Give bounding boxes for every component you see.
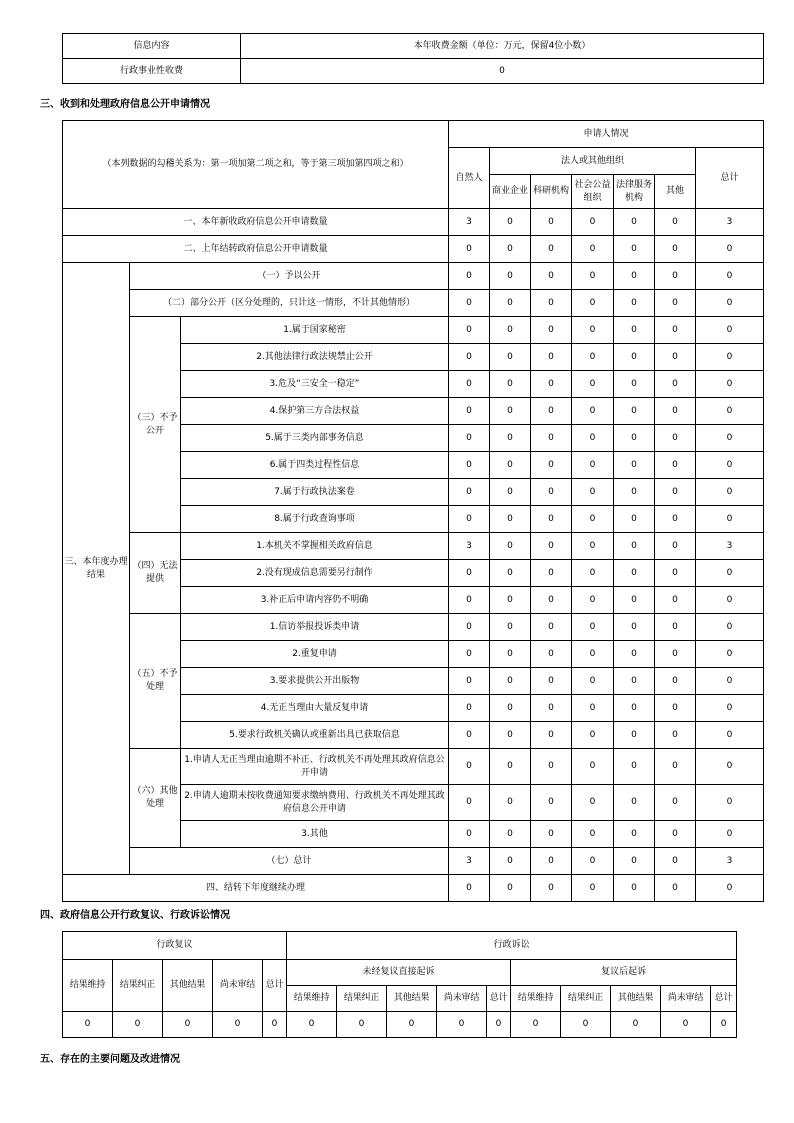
value-cell: 0 — [696, 875, 764, 902]
value-cell: 0 — [655, 317, 696, 344]
value-cell: 0 — [614, 425, 655, 452]
after-col: 尚未审结 — [661, 986, 711, 1012]
value-cell: 0 — [449, 398, 490, 425]
value-cell: 0 — [696, 641, 764, 668]
business-header: 商业企业 — [490, 175, 531, 209]
value-cell: 3 — [696, 209, 764, 236]
value-cell: 0 — [531, 425, 572, 452]
value-cell: 0 — [572, 587, 614, 614]
value-cell: 0 — [655, 785, 696, 821]
value-cell: 0 — [531, 317, 572, 344]
value-cell: 0 — [490, 560, 531, 587]
review-litigation-table — [62, 931, 737, 1038]
value-cell: 0 — [655, 263, 696, 290]
value-cell: 0 — [531, 668, 572, 695]
fee-row-label: 行政事业性收费 — [63, 59, 241, 84]
value-cell: 0 — [655, 425, 696, 452]
value-cell: 0 — [490, 317, 531, 344]
value-cell: 0 — [531, 479, 572, 506]
value-cell: 0 — [437, 1012, 487, 1038]
value-cell: 0 — [163, 1012, 213, 1038]
value-cell: 0 — [531, 722, 572, 749]
value-cell: 0 — [449, 560, 490, 587]
table-row — [63, 749, 764, 785]
value-cell: 0 — [572, 875, 614, 902]
value-cell: 0 — [531, 614, 572, 641]
value-cell: 0 — [572, 263, 614, 290]
value-cell: 0 — [572, 236, 614, 263]
value-cell: 0 — [490, 875, 531, 902]
value-cell: 0 — [614, 290, 655, 317]
value-cell: 0 — [531, 290, 572, 317]
row-label: 一、本年新收政府信息公开申请数量 — [63, 209, 449, 236]
direct-litigation-header: 未经复议直接起诉 — [287, 960, 511, 986]
value-cell: 0 — [655, 722, 696, 749]
value-cell: 3 — [696, 848, 764, 875]
value-cell: 0 — [490, 785, 531, 821]
row-label: （二）部分公开（区分处理的，只计这一情形，不计其他情形） — [130, 290, 449, 317]
after-review-header: 复议后起诉 — [511, 960, 737, 986]
value-cell: 0 — [614, 848, 655, 875]
value-cell: 0 — [449, 506, 490, 533]
row-label: 4.无正当理由大量反复申请 — [181, 695, 449, 722]
value-cell: 0 — [490, 722, 531, 749]
value-cell: 0 — [655, 668, 696, 695]
section3-title: 三、收到和处理政府信息公开申请情况 — [40, 99, 210, 110]
value-cell: 0 — [696, 668, 764, 695]
row-label: 2.申请人逾期未按收费通知要求缴纳费用、行政机关不再处理其政府信息公开申请 — [181, 785, 449, 821]
value-cell: 3 — [449, 533, 490, 560]
value-cell: 0 — [490, 452, 531, 479]
value-cell: 0 — [449, 317, 490, 344]
value-cell: 0 — [696, 614, 764, 641]
value-cell: 0 — [696, 290, 764, 317]
value-cell: 0 — [487, 1012, 511, 1038]
value-cell: 0 — [531, 848, 572, 875]
value-cell: 0 — [63, 1012, 113, 1038]
value-cell: 0 — [449, 641, 490, 668]
value-cell: 0 — [614, 614, 655, 641]
note-cell: （本列数据的勾稽关系为：第一项加第二项之和，等于第三项加第四项之和） — [63, 121, 449, 209]
value-cell: 0 — [490, 641, 531, 668]
after-col: 结果维持 — [511, 986, 561, 1012]
value-cell: 0 — [449, 875, 490, 902]
value-cell: 0 — [490, 506, 531, 533]
value-cell: 0 — [614, 209, 655, 236]
value-cell: 0 — [572, 479, 614, 506]
value-cell: 0 — [655, 695, 696, 722]
value-cell: 0 — [490, 587, 531, 614]
value-cell: 0 — [614, 533, 655, 560]
value-cell: 0 — [490, 209, 531, 236]
after-col: 结果纠正 — [561, 986, 611, 1012]
value-cell: 0 — [655, 479, 696, 506]
value-cell: 0 — [531, 875, 572, 902]
row-label: 2.重复申请 — [181, 641, 449, 668]
value-cell: 0 — [387, 1012, 437, 1038]
value-cell: 0 — [655, 587, 696, 614]
value-cell: 0 — [655, 533, 696, 560]
value-cell: 0 — [572, 614, 614, 641]
value-cell: 0 — [449, 479, 490, 506]
value-cell: 0 — [572, 722, 614, 749]
table-row — [63, 290, 764, 317]
value-cell: 0 — [655, 614, 696, 641]
review-col: 结果纠正 — [113, 960, 163, 1012]
value-cell: 0 — [696, 722, 764, 749]
value-cell: 0 — [655, 848, 696, 875]
value-cell: 0 — [531, 506, 572, 533]
value-cell: 0 — [696, 821, 764, 848]
value-cell: 0 — [696, 317, 764, 344]
value-cell: 0 — [490, 344, 531, 371]
row-label: （一）予以公开 — [130, 263, 449, 290]
group-no-disclose: （三）不予公开 — [130, 317, 181, 533]
value-cell: 0 — [614, 317, 655, 344]
value-cell: 3 — [449, 209, 490, 236]
table-row — [63, 848, 764, 875]
value-cell: 0 — [572, 848, 614, 875]
value-cell: 0 — [572, 506, 614, 533]
value-cell: 0 — [655, 506, 696, 533]
value-cell: 0 — [655, 398, 696, 425]
fee-row-value: 0 — [241, 59, 764, 84]
row-label: 4.保护第三方合法权益 — [181, 398, 449, 425]
value-cell: 0 — [614, 452, 655, 479]
value-cell: 0 — [531, 785, 572, 821]
value-cell: 0 — [572, 695, 614, 722]
section5-title: 五、存在的主要问题及改进情况 — [40, 1054, 180, 1065]
fee-header-info: 信息内容 — [63, 34, 241, 59]
table-row — [63, 317, 764, 344]
row-label: 二、上年结转政府信息公开申请数量 — [63, 236, 449, 263]
row-label: 5.要求行政机关确认或重新出具已获取信息 — [181, 722, 449, 749]
value-cell: 0 — [614, 263, 655, 290]
value-cell: 0 — [531, 641, 572, 668]
table-row — [63, 614, 764, 641]
group-cannot-provide: （四）无法提供 — [130, 533, 181, 614]
value-cell: 0 — [490, 425, 531, 452]
direct-col: 结果维持 — [287, 986, 337, 1012]
natural-person-header: 自然人 — [449, 148, 490, 209]
value-cell: 0 — [572, 452, 614, 479]
value-cell: 0 — [655, 236, 696, 263]
value-cell: 0 — [611, 1012, 661, 1038]
value-cell: 0 — [655, 371, 696, 398]
value-cell: 0 — [449, 452, 490, 479]
value-cell: 0 — [531, 398, 572, 425]
row-label: 5.属于三类内部事务信息 — [181, 425, 449, 452]
value-cell: 0 — [490, 263, 531, 290]
value-cell: 0 — [490, 821, 531, 848]
section4-title: 四、政府信息公开行政复议、行政诉讼情况 — [40, 910, 230, 921]
value-cell: 0 — [449, 587, 490, 614]
value-cell: 0 — [614, 344, 655, 371]
value-cell: 0 — [614, 236, 655, 263]
value-cell: 0 — [449, 722, 490, 749]
value-cell: 3 — [449, 848, 490, 875]
value-cell: 0 — [614, 371, 655, 398]
row-label: 1.本机关不掌握相关政府信息 — [181, 533, 449, 560]
value-cell: 0 — [531, 587, 572, 614]
row-label: 3.危及“三安全一稳定” — [181, 371, 449, 398]
value-cell: 0 — [696, 506, 764, 533]
value-cell: 0 — [614, 506, 655, 533]
value-cell: 0 — [531, 209, 572, 236]
review-col: 总计 — [263, 960, 287, 1012]
value-cell: 0 — [572, 398, 614, 425]
results-group-label: 三、本年度办理结果 — [63, 263, 130, 875]
value-cell: 0 — [614, 695, 655, 722]
value-cell: 0 — [614, 821, 655, 848]
table-row — [63, 263, 764, 290]
value-cell: 0 — [696, 587, 764, 614]
value-cell: 0 — [572, 290, 614, 317]
value-cell: 0 — [449, 749, 490, 785]
application-table — [62, 120, 764, 902]
value-cell: 0 — [531, 695, 572, 722]
direct-col: 总计 — [487, 986, 511, 1012]
fee-header-amount: 本年收费金额（单位：万元，保留4位小数） — [241, 34, 764, 59]
value-cell: 0 — [696, 371, 764, 398]
value-cell: 0 — [490, 398, 531, 425]
value-cell: 0 — [655, 821, 696, 848]
row-label: 3.补正后申请内容仍不明确 — [181, 587, 449, 614]
value-cell: 0 — [449, 425, 490, 452]
value-cell: 0 — [490, 848, 531, 875]
value-cell: 0 — [614, 785, 655, 821]
value-cell: 0 — [661, 1012, 711, 1038]
value-cell: 0 — [711, 1012, 737, 1038]
value-cell: 0 — [696, 425, 764, 452]
litigation-header: 行政诉讼 — [287, 932, 737, 960]
row-label: 3.其他 — [181, 821, 449, 848]
value-cell: 0 — [572, 749, 614, 785]
row-label: 3.要求提供公开出版物 — [181, 668, 449, 695]
row-label: （七）总计 — [130, 848, 449, 875]
value-cell: 0 — [449, 785, 490, 821]
fee-table — [62, 33, 764, 84]
value-cell: 0 — [337, 1012, 387, 1038]
value-cell: 0 — [449, 695, 490, 722]
value-cell: 0 — [490, 479, 531, 506]
row-label: 8.属于行政查询事项 — [181, 506, 449, 533]
value-cell: 0 — [490, 371, 531, 398]
applicant-header: 申请人情况 — [449, 121, 764, 148]
value-cell: 0 — [696, 263, 764, 290]
value-cell: 0 — [531, 533, 572, 560]
value-cell: 0 — [449, 290, 490, 317]
value-cell: 0 — [490, 614, 531, 641]
value-cell: 0 — [696, 479, 764, 506]
value-cell: 0 — [655, 560, 696, 587]
value-cell: 0 — [696, 452, 764, 479]
legal-service-header: 法律服务机构 — [614, 175, 655, 209]
value-cell: 0 — [213, 1012, 263, 1038]
row-label: 1.信访举报投诉类申请 — [181, 614, 449, 641]
value-cell: 0 — [531, 344, 572, 371]
value-cell: 0 — [572, 560, 614, 587]
value-cell: 0 — [572, 641, 614, 668]
row-label: 1.属于国家秘密 — [181, 317, 449, 344]
review-col: 尚未审结 — [213, 960, 263, 1012]
value-cell: 0 — [572, 425, 614, 452]
value-cell: 0 — [490, 236, 531, 263]
row-label: 6.属于四类过程性信息 — [181, 452, 449, 479]
value-cell: 0 — [614, 875, 655, 902]
value-cell: 0 — [531, 821, 572, 848]
direct-col: 尚未审结 — [437, 986, 487, 1012]
table-row — [63, 236, 764, 263]
value-cell: 0 — [696, 560, 764, 587]
value-cell: 0 — [696, 695, 764, 722]
row-label: 2.没有现成信息需要另行制作 — [181, 560, 449, 587]
value-cell: 0 — [287, 1012, 337, 1038]
social-header: 社会公益组织 — [572, 175, 614, 209]
table-row — [63, 209, 764, 236]
review-col: 其他结果 — [163, 960, 213, 1012]
direct-col: 结果纠正 — [337, 986, 387, 1012]
value-cell: 0 — [655, 641, 696, 668]
value-cell: 0 — [696, 398, 764, 425]
value-cell: 0 — [572, 371, 614, 398]
value-cell: 0 — [696, 785, 764, 821]
value-cell: 0 — [696, 344, 764, 371]
value-cell: 0 — [696, 236, 764, 263]
value-cell: 0 — [614, 668, 655, 695]
value-cell: 0 — [655, 209, 696, 236]
value-cell: 0 — [561, 1012, 611, 1038]
row-label: 1.申请人无正当理由逾期不补正、行政机关不再处理其政府信息公开申请 — [181, 749, 449, 785]
value-cell: 0 — [449, 263, 490, 290]
value-cell: 0 — [449, 236, 490, 263]
review-header: 行政复议 — [63, 932, 287, 960]
legal-entity-header: 法人或其他组织 — [490, 148, 696, 175]
value-cell: 0 — [572, 821, 614, 848]
group-other-process: （六）其他处理 — [130, 749, 181, 848]
value-cell: 0 — [449, 821, 490, 848]
value-cell: 0 — [614, 641, 655, 668]
value-cell: 3 — [696, 533, 764, 560]
value-cell: 0 — [449, 344, 490, 371]
value-cell: 0 — [531, 452, 572, 479]
value-cell: 0 — [572, 317, 614, 344]
value-cell: 0 — [449, 668, 490, 695]
value-cell: 0 — [263, 1012, 287, 1038]
total-header: 总计 — [696, 148, 764, 209]
value-cell: 0 — [490, 533, 531, 560]
value-cell: 0 — [696, 749, 764, 785]
value-cell: 0 — [572, 785, 614, 821]
value-cell: 0 — [449, 614, 490, 641]
value-cell: 0 — [655, 749, 696, 785]
value-cell: 0 — [449, 371, 490, 398]
after-col: 其他结果 — [611, 986, 661, 1012]
value-cell: 0 — [572, 344, 614, 371]
value-cell: 0 — [614, 587, 655, 614]
value-cell: 0 — [531, 560, 572, 587]
other-header: 其他 — [655, 175, 696, 209]
value-cell: 0 — [655, 452, 696, 479]
value-cell: 0 — [531, 236, 572, 263]
group-no-process: （五）不予处理 — [130, 614, 181, 749]
research-header: 科研机构 — [531, 175, 572, 209]
value-cell: 0 — [614, 560, 655, 587]
value-cell: 0 — [572, 533, 614, 560]
value-cell: 0 — [113, 1012, 163, 1038]
value-cell: 0 — [490, 668, 531, 695]
value-cell: 0 — [531, 263, 572, 290]
value-cell: 0 — [531, 371, 572, 398]
direct-col: 其他结果 — [387, 986, 437, 1012]
value-cell: 0 — [614, 479, 655, 506]
value-cell: 0 — [531, 749, 572, 785]
review-col: 结果维持 — [63, 960, 113, 1012]
value-cell: 0 — [490, 749, 531, 785]
value-cell: 0 — [614, 398, 655, 425]
after-col: 总计 — [711, 986, 737, 1012]
value-cell: 0 — [572, 668, 614, 695]
value-cell: 0 — [655, 344, 696, 371]
value-cell: 0 — [655, 875, 696, 902]
value-cell: 0 — [614, 722, 655, 749]
table-row — [63, 533, 764, 560]
value-cell: 0 — [614, 749, 655, 785]
value-cell: 0 — [511, 1012, 561, 1038]
table-row — [63, 875, 764, 902]
row-label: 四、结转下年度继续办理 — [63, 875, 449, 902]
value-cell: 0 — [490, 695, 531, 722]
value-cell: 0 — [655, 290, 696, 317]
row-label: 2.其他法律行政法规禁止公开 — [181, 344, 449, 371]
value-cell: 0 — [572, 209, 614, 236]
row-label: 7.属于行政执法案卷 — [181, 479, 449, 506]
value-cell: 0 — [490, 290, 531, 317]
